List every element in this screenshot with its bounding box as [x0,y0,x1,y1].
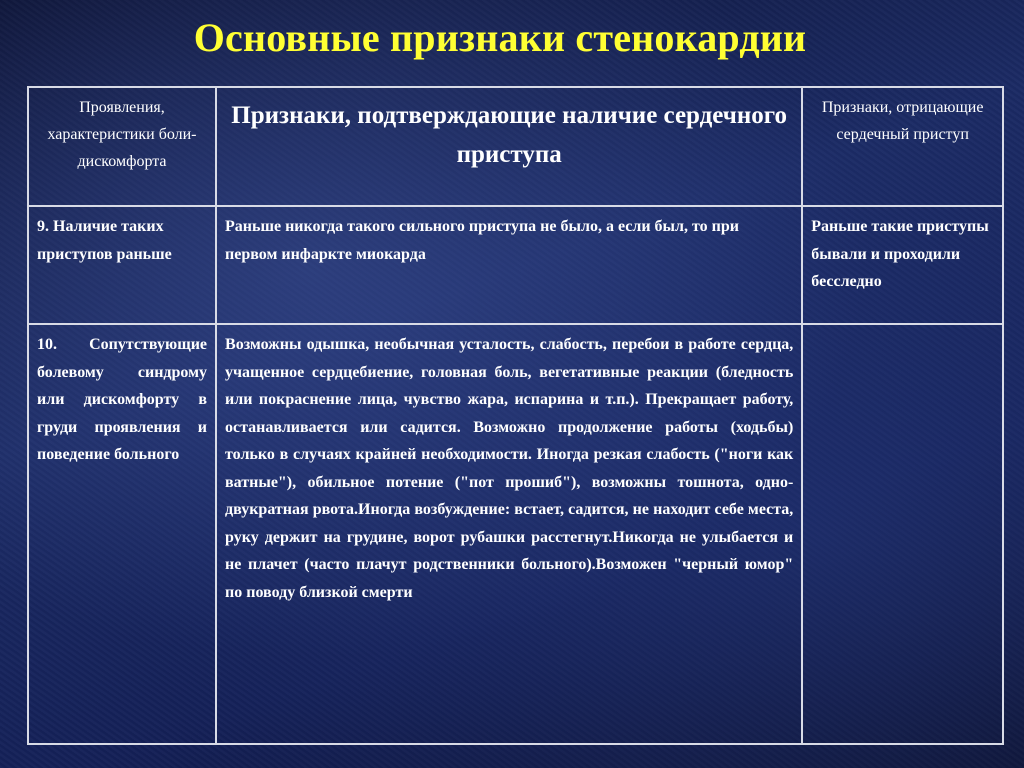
table-row [28,324,1003,744]
row-9-manifestation: 9. Наличие таких приступов раньше [28,206,216,324]
row-10-manifestation: 10. Сопутствующие болевому синдрому или дискомфорту в груди проявления и поведение больного [28,324,216,744]
header-manifestations: Проявления, характеристики боли-дискомфорта [28,87,216,206]
row-10-denying [802,324,1003,744]
header-confirming-signs: Признаки, подтверждающие наличие сердечного приступа [216,87,802,206]
row-9-confirming: Раньше никогда такого сильного приступа не было, а если был, то при первом инфаркте миокарда [216,206,802,324]
slide-title: Основные признаки стенокардии [193,15,807,60]
table-row [28,206,1003,324]
header-denying-signs: Признаки, отрицающие сердечный приступ [802,87,1003,206]
row-10-confirming: Возможны одышка, необычная усталость, слабость, перебои в работе сердца, учащенное сердцебиение, головная боль, вегетативные реакции (бледность или покраснение лица, чувство жара, испарина и т.п.). Прекращает работу, останавливается или садится. Возможно продолжение работы (ходьбы) только в случаях крайней необходимости. Иногда резкая слабость ("ноги как ватные"), обильное потение ("пот прошиб"), возможны тошнота, одно-двукратная рвота.Иногда возбуждение: встает, садится, не находит себе места, руку держит на грудине, ворот рубашки расстегнут.Никогда не улыбается и не плачет (часто плачут родственники больного).Возможен "черный юмор" по поводу близкой смерти [216,324,802,744]
row-9-denying: Раньше такие приступы бывали и проходили бесследно [802,206,1003,324]
angina-signs-table [27,86,1004,745]
table-header-row [28,87,1003,206]
